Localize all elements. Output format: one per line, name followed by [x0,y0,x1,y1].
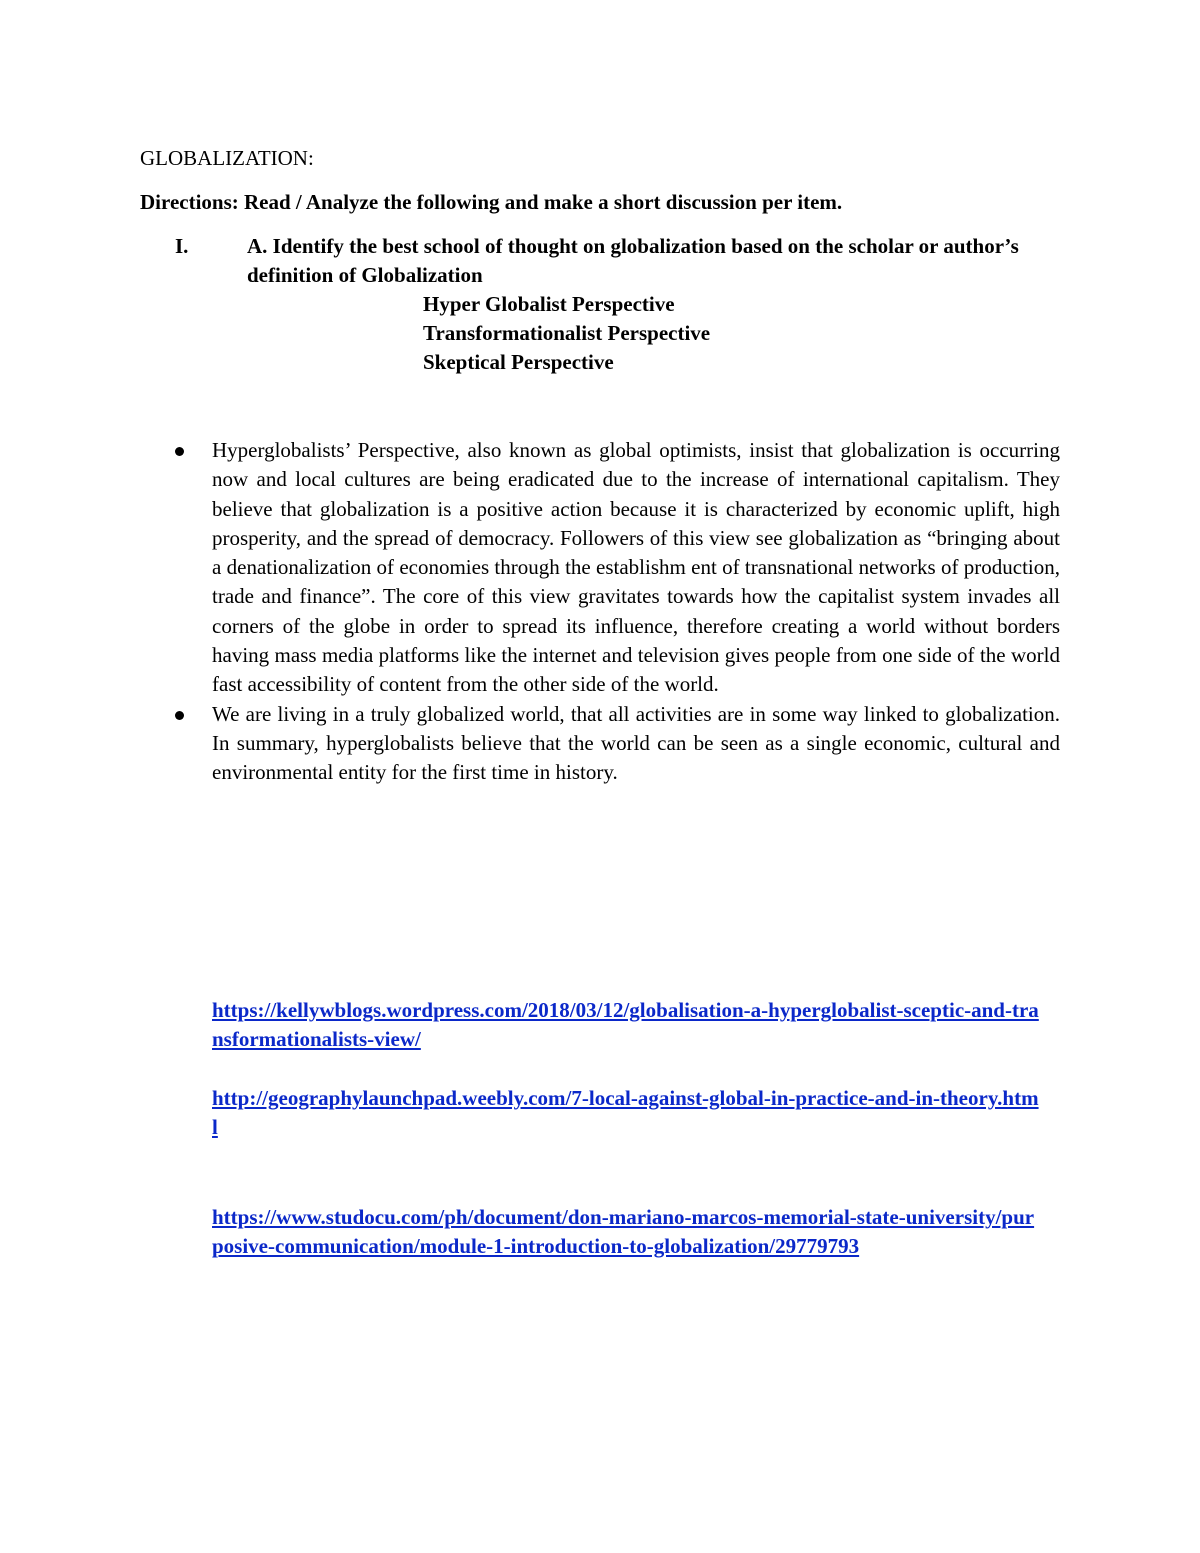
item-number: I. [175,234,189,258]
option-hyper-globalist: Hyper Globalist Perspective [423,292,675,316]
bullet-text: We are living in a truly globalized world, that all activities are in some way linked to globalization. In summary, hyperglobalists believe that the world can be seen as a single economic, cultural and environmental entity for the first time in history. [212,701,1060,785]
bullet-list [170,436,1060,788]
document-title: GLOBALIZATION: [140,146,314,170]
link-kellywblogs[interactable]: https://kellywblogs.wordpress.com/2018/03/12/globalisation-a-hyperglobalist-sceptic-and-transformationalists-view/ [212,998,1039,1051]
bullet-item-summary [170,700,1060,788]
link-container-2 [212,1084,1042,1142]
link-studocu[interactable]: https://www.studocu.com/ph/document/don-mariano-marcos-memorial-state-university/purposive-communication/module-1-introduction-to-globalization/29779793 [212,1205,1035,1258]
bullet-icon [175,711,184,720]
link-container-3 [212,1203,1042,1261]
bullet-text: Hyperglobalists’ Perspective, also known as global optimists, insist that globalization is occurring now and local cultures are being eradicated due to the increase of international capitalism. They believe that globalization is a positive action because it is characterized by economic uplift, high prosperity, and the spread of democracy. Followers of this view see globalization as “bringing about a denationalization of economies through the establishm ent of transnational networks of production, trade and finance”. The core of this view gravitates towards how the capitalist system invades all corners of the globe in order to spread its influence, therefore creating a world without borders having mass media platforms like the internet and television gives people from one side of the world fast accessibility of content from the other side of the world. [212,438,1060,697]
option-transformationalist: Transformationalist Perspective [423,321,711,345]
option-skeptical: Skeptical Perspective [423,350,614,374]
link-container-1 [212,996,1042,1054]
item-question: A. Identify the best school of thought on globalization based on the scholar or author’s definition of Globalization [247,234,1019,287]
link-geographylaunchpad[interactable]: http://geographylaunchpad.weebly.com/7-local-against-global-in-practice-and-in-theory.html [212,1086,1039,1139]
directions-text: Directions: Read / Analyze the following and make a short discussion per item. [140,190,843,214]
bullet-icon [175,447,184,456]
perspective-options [423,290,710,377]
bullet-item-hyperglobalists [170,436,1060,700]
